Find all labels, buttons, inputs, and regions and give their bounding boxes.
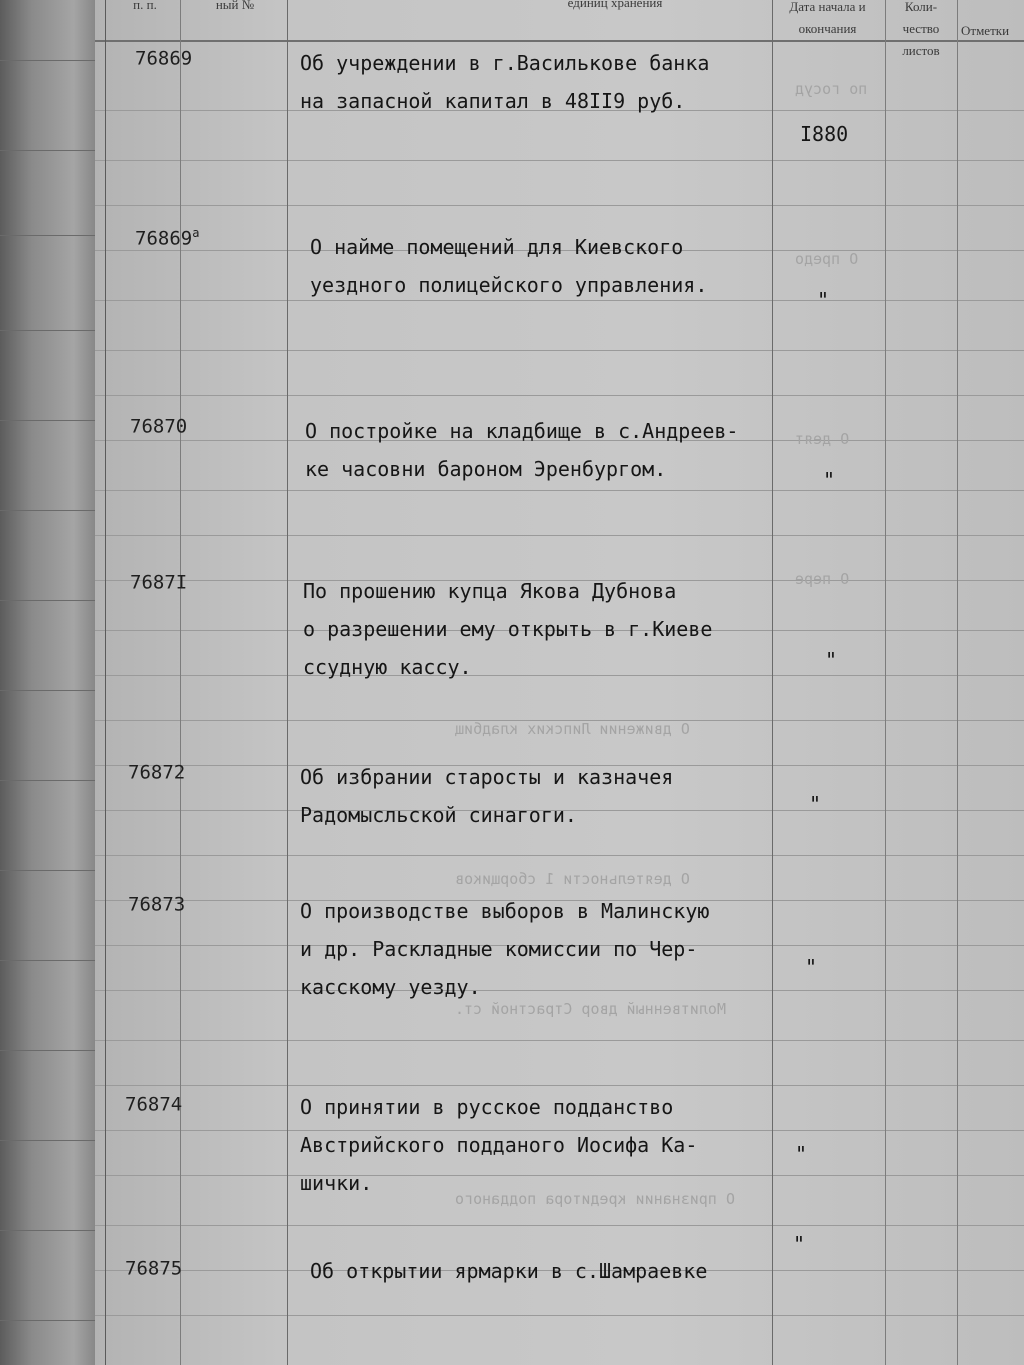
record-number: 76870 (130, 415, 188, 438)
record-date: " (823, 468, 836, 492)
previous-page-edge (0, 0, 105, 1365)
record-date: " (793, 1232, 806, 1256)
record-number: 76874 (125, 1093, 183, 1116)
record-date: " (795, 1142, 808, 1166)
record-number: 76875 (125, 1257, 183, 1280)
record-number: $76869^а$ (135, 226, 200, 250)
header-title: единиц хранения (567, 0, 663, 10)
record-title: О производстве выборов в Малинскую и др. Раскладные комиссии по Чер- касскому уезду. (300, 899, 710, 999)
record-number: 76873 (128, 893, 186, 916)
record-title: Об открытии ярмарки в с.Шамраевке (310, 1259, 708, 1283)
header-notes: Отметки (961, 23, 1010, 38)
header-sheets: Коли- чество листов (902, 0, 940, 58)
record-title: О постройке на кладбище в с.Андреев- ке часовни бароном Эренбургом. (305, 419, 739, 481)
record-date: " (825, 648, 838, 672)
record-date: I880 (800, 122, 849, 146)
record-title: Об избрании старосты и казначея Радомысльской синагоги. (300, 765, 674, 827)
record-date: " (817, 288, 830, 312)
record-number: 76872 (128, 761, 186, 784)
header-number: п. п. (133, 0, 157, 12)
register-page: п. п. ный № единиц хранения Дата начала и окончания Коли- чество листов Отметки по госуд О предо О деят О пере О движении Липских кладбищ О деятельности 1 сборщиков Молитвенный двор Страстной ст. О признании кредитора подданого 76869 Об учреждении в г.Василькове банка на запасной капитал в 48II9 руб. I880 $76869^а$ О найме помещений для Киевского уездного полицейского управления. " 76870 О постройке на кладбище в с.Андреев- ке часовни бароном Эренбургом. " 7687I По прошению купца Якова Дубнова о разрешении ему открыть в г.Киеве ссудную кассу. " 76872 Об избрании старосты и казначея Радомысльской синагоги. " 76873 О производстве выборов в Малинскую и др. Раскладные комиссии по Чер- касскому уезду. " 76874 О принятии в русское подданство Австрийского подданого Иосифа Ка- шички. " 76875 Об открытии ярмарки в с.Шамраевке " (95, 0, 1024, 1365)
record-number: 76869 (135, 47, 193, 70)
record-title: О найме помещений для Киевского уездного полицейского управления. (310, 235, 708, 297)
header-dates: Дата начала и окончания (789, 0, 866, 36)
record-date: " (809, 792, 822, 816)
record-title: По прошению купца Якова Дубнова о разрешении ему открыть в г.Киеве ссудную кассу. (303, 579, 713, 679)
record-number: 7687I (130, 571, 188, 594)
record-date: " (805, 955, 818, 979)
record-title: О принятии в русское подданство Австрийского подданого Иосифа Ка- шички. (300, 1095, 698, 1195)
header-inventory: ный № (215, 0, 255, 12)
record-title: Об учреждении в г.Василькове банка на запасной капитал в 48II9 руб. (300, 51, 710, 113)
